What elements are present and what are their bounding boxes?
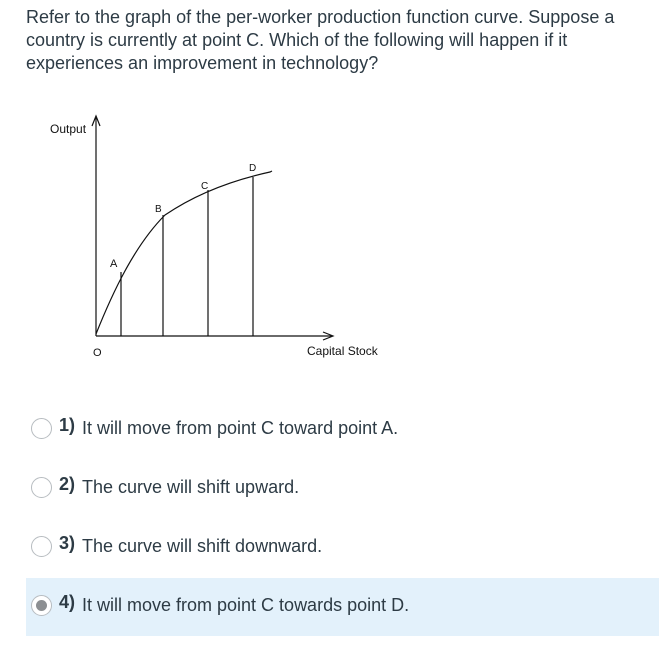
point-a-label: A [110,258,118,270]
x-axis-label: Capital Stock [307,344,378,358]
option-label[interactable]: It will move from point C toward point A. [82,418,399,438]
question-text: Refer to the graph of the per-worker production function curve. Suppose a country is currently at point C. Which of the following will happen if it experiences an improvement in technology? [26,7,615,73]
answer-option-4[interactable] [26,578,659,636]
option-label[interactable]: It will move from point C towards point D. [82,595,410,615]
radio-selected-dot [36,600,47,611]
answer-option-2[interactable] [26,460,659,518]
answer-option-3[interactable] [26,519,659,577]
option-label[interactable]: The curve will shift upward. [82,477,300,497]
radio-button[interactable] [31,418,52,439]
point-b-label: B [155,204,162,215]
option-label[interactable]: The curve will shift downward. [82,536,323,556]
radio-button[interactable] [31,536,52,557]
point-c-label: C [201,181,209,192]
radio-button-selected[interactable] [31,595,52,616]
option-number: 3) [59,533,76,553]
option-number: 2) [59,474,76,494]
origin-label: O [93,347,102,359]
answer-option-1[interactable] [26,401,659,459]
y-axis-label: Output [50,122,87,136]
production-curve [96,171,272,334]
graph-svg [40,110,400,370]
option-number: 1) [59,415,76,435]
radio-button[interactable] [31,477,52,498]
option-number: 4) [59,592,76,612]
production-function-graph [40,110,400,370]
point-d-label: D [249,163,257,174]
